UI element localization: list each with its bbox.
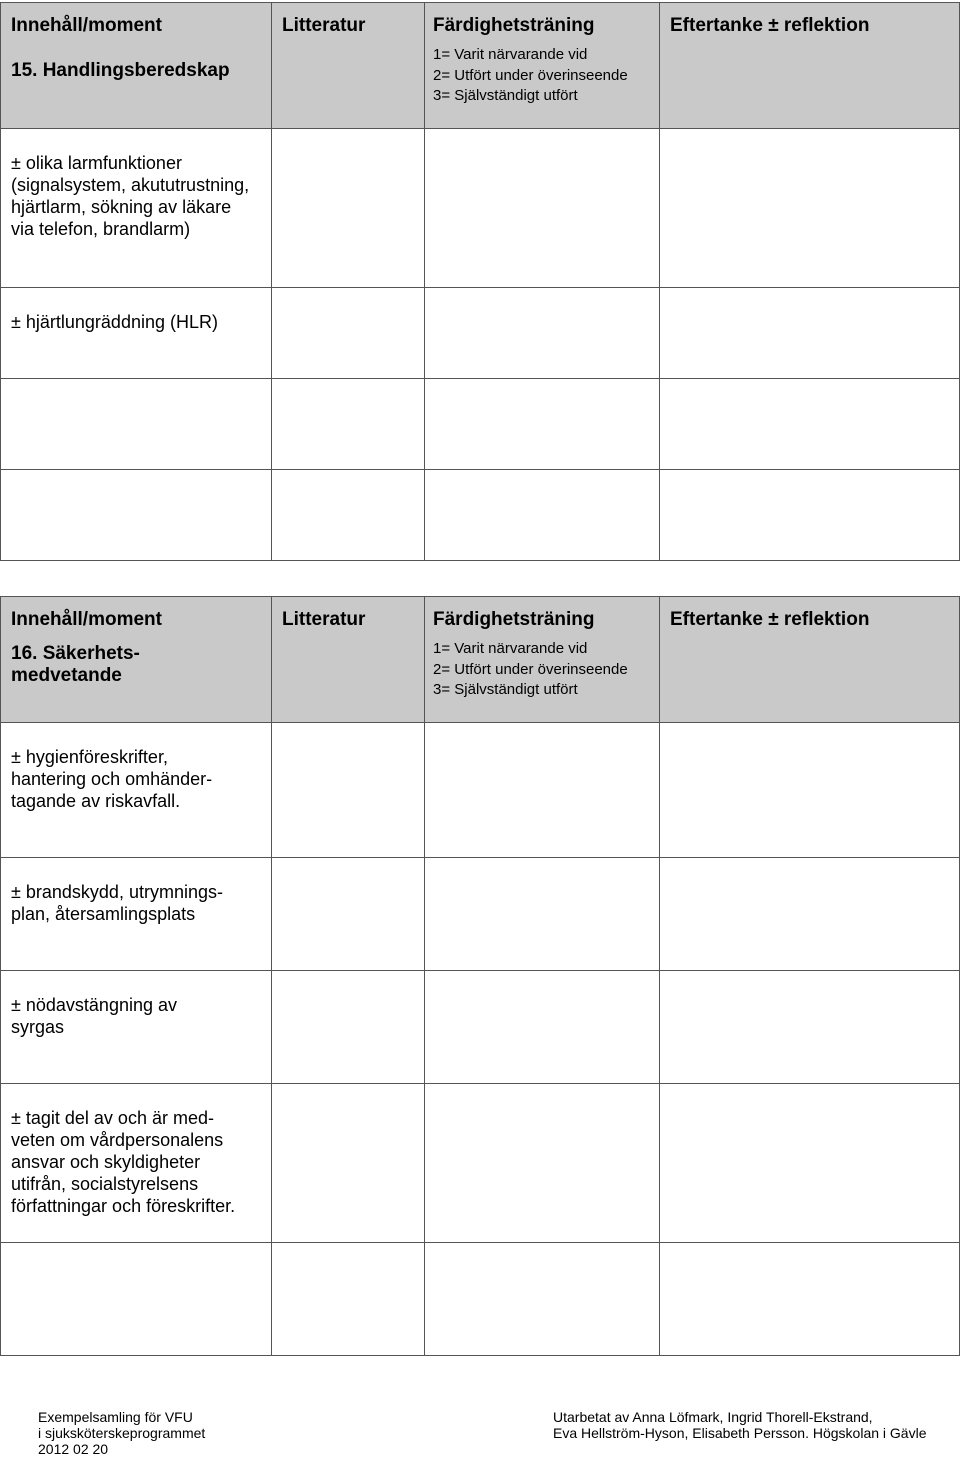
content-cell <box>1 1084 272 1243</box>
skills-cell[interactable] <box>425 379 660 470</box>
scale-item-3: 3= Självständigt utfört <box>433 681 578 698</box>
header-reflection-label: Eftertanke ± reflektion <box>670 15 870 36</box>
header-cell-reflection <box>660 597 960 723</box>
header-cell-content <box>1 3 272 129</box>
content-cell <box>1 470 272 561</box>
literature-cell[interactable] <box>272 379 425 470</box>
reflection-cell[interactable] <box>660 858 960 971</box>
scale-item-2: 2= Utfört under överinseende <box>433 660 628 678</box>
table-row <box>1 379 960 470</box>
reflection-cell[interactable] <box>660 129 960 288</box>
table-row <box>1 1243 960 1356</box>
literature-cell[interactable] <box>272 723 425 858</box>
scale-item-2: 2= Utfört under överinseende <box>433 66 628 84</box>
literature-cell[interactable] <box>272 971 425 1084</box>
content-cell <box>1 971 272 1084</box>
scale-item-3: 3= Självständigt utfört <box>433 87 578 104</box>
skills-cell[interactable] <box>425 129 660 288</box>
content-cell <box>1 129 272 288</box>
section-15-header-row <box>1 3 960 129</box>
header-cell-content <box>1 597 272 723</box>
literature-cell[interactable] <box>272 858 425 971</box>
skills-cell[interactable] <box>425 858 660 971</box>
content-cell <box>1 1243 272 1356</box>
section-16-header-row <box>1 597 960 723</box>
literature-cell[interactable] <box>272 129 425 288</box>
reflection-cell[interactable] <box>660 288 960 379</box>
reflection-cell[interactable] <box>660 1084 960 1243</box>
table-row <box>1 971 960 1084</box>
table-row <box>1 858 960 971</box>
section-16-title: 16. Säkerhets- medvetande <box>11 643 140 686</box>
skills-cell[interactable] <box>425 1243 660 1356</box>
header-cell-literature <box>272 3 425 129</box>
header-content-label: Innehåll/moment <box>11 15 162 36</box>
content-text: ± tagit del av och är med- veten om vårdpersonalens ansvar och skyldigheter utifrån, socialstyrelsens författningar och föreskrifter. <box>11 1108 236 1216</box>
content-text: ± nödavstängning av syrgas <box>11 995 177 1037</box>
scale-item-1: 1= Varit närvarande vid <box>433 640 588 657</box>
footer-right: Utarbetat av Anna Löfmark, Ingrid Thorell-Ekstrand, Eva Hellström-Hyson, Elisabeth Persson. Högskolan i Gävle <box>553 1409 927 1441</box>
table-row <box>1 723 960 858</box>
table-row <box>1 288 960 379</box>
reflection-cell[interactable] <box>660 723 960 858</box>
literature-cell[interactable] <box>272 288 425 379</box>
skills-cell[interactable] <box>425 1084 660 1243</box>
header-cell-skills <box>425 3 660 129</box>
scale-item-1: 1= Varit närvarande vid <box>433 46 588 63</box>
skills-cell[interactable] <box>425 288 660 379</box>
content-cell <box>1 379 272 470</box>
table-row <box>1 129 960 288</box>
header-literature-label: Litteratur <box>282 609 366 630</box>
header-cell-literature <box>272 597 425 723</box>
content-cell <box>1 858 272 971</box>
footer-left: Exempelsamling för VFU i sjuksköterskeprogrammet 2012 02 20 <box>38 1409 206 1457</box>
skills-cell[interactable] <box>425 971 660 1084</box>
section-15-table <box>0 2 960 561</box>
content-text: ± olika larmfunktioner (signalsystem, akututrustning, hjärtlarm, sökning av läkare via telefon, brandlarm) <box>11 153 250 239</box>
content-cell <box>1 723 272 858</box>
section-16-table <box>0 596 960 1356</box>
content-text: ± hjärtlungräddning (HLR) <box>11 312 218 332</box>
header-reflection-label: Eftertanke ± reflektion <box>670 609 870 630</box>
content-text: ± brandskydd, utrymnings- plan, återsamlingsplats <box>11 882 223 924</box>
header-cell-reflection <box>660 3 960 129</box>
header-skills-label: Färdighetsträning <box>433 15 595 36</box>
skills-cell[interactable] <box>425 723 660 858</box>
section-15-title: 15. Handlingsberedskap <box>11 60 230 81</box>
literature-cell[interactable] <box>272 470 425 561</box>
literature-cell[interactable] <box>272 1243 425 1356</box>
literature-cell[interactable] <box>272 1084 425 1243</box>
content-text: ± hygienföreskrifter, hantering och omhänder- tagande av riskavfall. <box>11 747 213 811</box>
reflection-cell[interactable] <box>660 379 960 470</box>
header-skills-label: Färdighetsträning <box>433 609 595 630</box>
reflection-cell[interactable] <box>660 971 960 1084</box>
header-cell-skills <box>425 597 660 723</box>
header-literature-label: Litteratur <box>282 15 366 36</box>
content-cell <box>1 288 272 379</box>
table-row <box>1 470 960 561</box>
skills-cell[interactable] <box>425 470 660 561</box>
table-row <box>1 1084 960 1243</box>
reflection-cell[interactable] <box>660 470 960 561</box>
reflection-cell[interactable] <box>660 1243 960 1356</box>
header-content-label: Innehåll/moment <box>11 609 162 630</box>
